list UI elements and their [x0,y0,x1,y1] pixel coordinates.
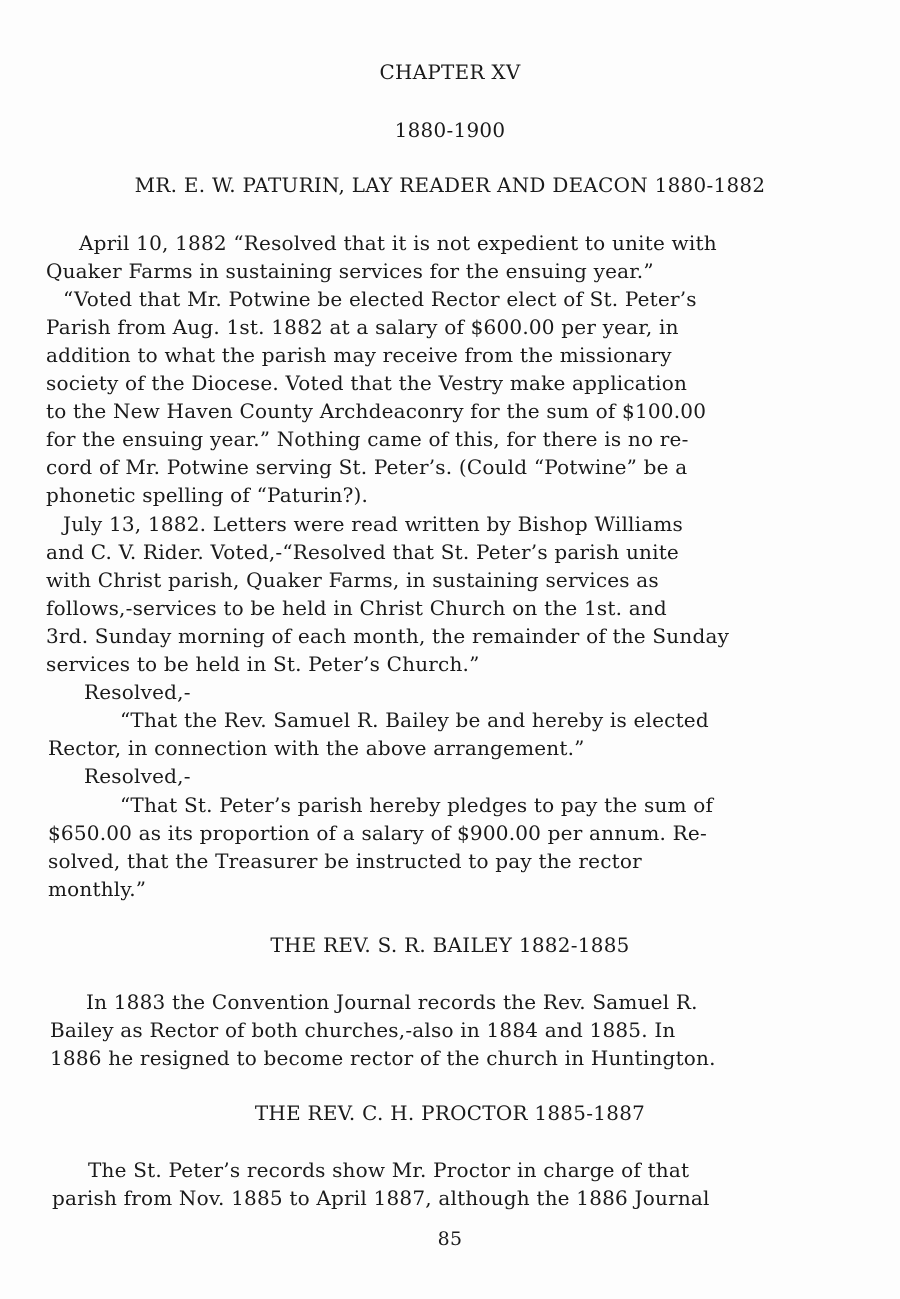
section-heading-paturin: MR. E. W. PATURIN, LAY READER AND DEACON 1880-1882 [134,173,766,197]
text-line: parish from Nov. 1885 to April 1887, although the 1886 Journal [52,1186,710,1210]
text-line: In 1883 the Convention Journal records the Rev. Samuel R. [86,990,698,1014]
text-line: to the New Haven County Archdeaconry for the sum of $100.00 [46,399,707,423]
text-line: solved, that the Treasurer be instructed to pay the rector [48,849,642,873]
chapter-title: CHAPTER XV [379,60,521,84]
text-line: “That St. Peter’s parish hereby pledges to pay the sum of [120,793,714,817]
text-line: The St. Peter’s records show Mr. Proctor in charge of that [88,1158,690,1182]
text-line: 1886 he resigned to become rector of the church in Huntington. [50,1046,716,1070]
chapter-years: 1880-1900 [394,118,506,142]
text-line: and C. V. Rider. Voted,-“Resolved that St. Peter’s parish unite [46,540,679,564]
text-line: 3rd. Sunday morning of each month, the remainder of the Sunday [46,624,730,648]
text-line: services to be held in St. Peter’s Church.” [46,652,480,676]
text-line: phonetic spelling of “Paturin?). [46,483,369,507]
section-heading-proctor: THE REV. C. H. PROCTOR 1885-1887 [254,1101,646,1125]
text-line: monthly.” [48,877,147,901]
text-line: “Voted that Mr. Potwine be elected Rector elect of St. Peter’s [63,287,697,311]
resolved-label: Resolved,- [84,680,191,704]
page-number: 85 [437,1228,463,1250]
text-line: society of the Diocese. Voted that the Vestry make application [46,371,688,395]
text-line: Bailey as Rector of both churches,-also in 1884 and 1885. In [50,1018,676,1042]
text-line: for the ensuing year.” Nothing came of this, for there is no re- [46,427,689,451]
text-line: July 13, 1882. Letters were read written by Bishop Williams [63,512,683,536]
text-line: Quaker Farms in sustaining services for the ensuing year.” [46,259,654,283]
resolved-label: Resolved,- [84,764,191,788]
text-line: “That the Rev. Samuel R. Bailey be and hereby is elected [120,708,709,732]
text-line: addition to what the parish may receive from the missionary [46,343,672,367]
text-line: Rector, in connection with the above arrangement.” [48,736,585,760]
section-heading-bailey: THE REV. S. R. BAILEY 1882-1885 [270,933,630,957]
text-line: with Christ parish, Quaker Farms, in sustaining services as [46,568,659,592]
text-line: Parish from Aug. 1st. 1882 at a salary of $600.00 per year, in [46,315,679,339]
text-line: follows,-services to be held in Christ Church on the 1st. and [46,596,667,620]
text-line: April 10, 1882 “Resolved that it is not expedient to unite with [79,231,717,255]
text-line: $650.00 as its proportion of a salary of $900.00 per annum. Re- [48,821,707,845]
text-line: cord of Mr. Potwine serving St. Peter’s. (Could “Potwine” be a [46,455,688,479]
